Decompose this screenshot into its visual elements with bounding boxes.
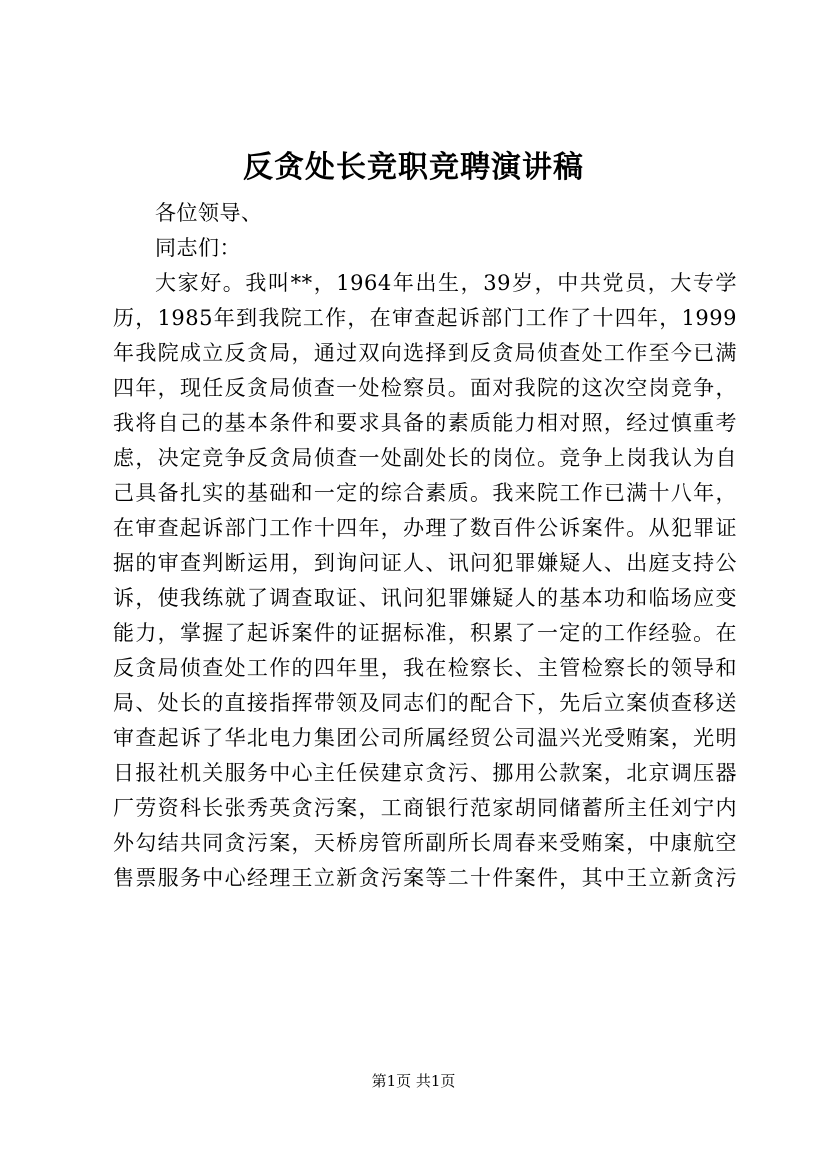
paragraph-line: 售票服务中心经理王立新贪污案等二十件案件，其中王立新贪污 — [113, 866, 737, 890]
paragraph-line: 在审查起诉部门工作十四年，办理了数百件公诉案件。从犯罪证 — [113, 516, 737, 540]
paragraph-line: 厂劳资科长张秀英贪污案，工商银行范家胡同储蓄所主任刘宁内 — [113, 796, 737, 820]
paragraph-line: 大家好。我叫**，1964年出生，39岁，中共党员，大专学 — [155, 271, 737, 295]
paragraph-line: 我将自己的基本条件和要求具备的素质能力相对照，经过慎重考 — [113, 411, 737, 435]
paragraph-line: 日报社机关服务中心主任侯建京贪污、挪用公款案，北京调压器 — [113, 761, 737, 785]
paragraph-line: 诉，使我练就了调查取证、讯问犯罪嫌疑人的基本功和临场应变 — [113, 586, 737, 610]
paragraph-line: 审查起诉了华北电力集团公司所属经贸公司温兴光受贿案，光明 — [113, 726, 737, 750]
paragraph-line: 年我院成立反贪局，通过双向选择到反贪局侦查处工作至今已满 — [113, 341, 737, 365]
paragraph-line: 能力，掌握了起诉案件的证据标准，积累了一定的工作经验。在 — [113, 621, 737, 645]
salutation-line: 同志们： — [155, 236, 241, 260]
paragraph-line: 历，1985年到我院工作，在审查起诉部门工作了十四年，1999 — [113, 306, 737, 330]
paragraph-line: 虑，决定竞争反贪局侦查一处副处长的岗位。竞争上岗我认为自 — [113, 446, 737, 470]
paragraph-line: 四年，现任反贪局侦查一处检察员。面对我院的这次空岗竞争， — [113, 376, 737, 400]
document-body — [113, 196, 737, 896]
salutation-line: 各位领导、 — [155, 201, 263, 225]
document-title: 反贪处长竞职竞聘演讲稿 — [243, 150, 584, 185]
page-footer: 第1页 共1页 — [371, 1072, 456, 1090]
paragraph-line: 己具备扎实的基础和一定的综合素质。我来院工作已满十八年， — [113, 481, 737, 505]
paragraph-line: 据的审查判断运用，到询问证人、讯问犯罪嫌疑人、出庭支持公 — [113, 551, 737, 575]
paragraph-line: 局、处长的直接指挥带领及同志们的配合下，先后立案侦查移送 — [113, 691, 737, 715]
paragraph-line: 反贪局侦查处工作的四年里，我在检察长、主管检察长的领导和 — [113, 656, 737, 680]
paragraph-line: 外勾结共同贪污案，天桥房管所副所长周春来受贿案，中康航空 — [113, 831, 737, 855]
